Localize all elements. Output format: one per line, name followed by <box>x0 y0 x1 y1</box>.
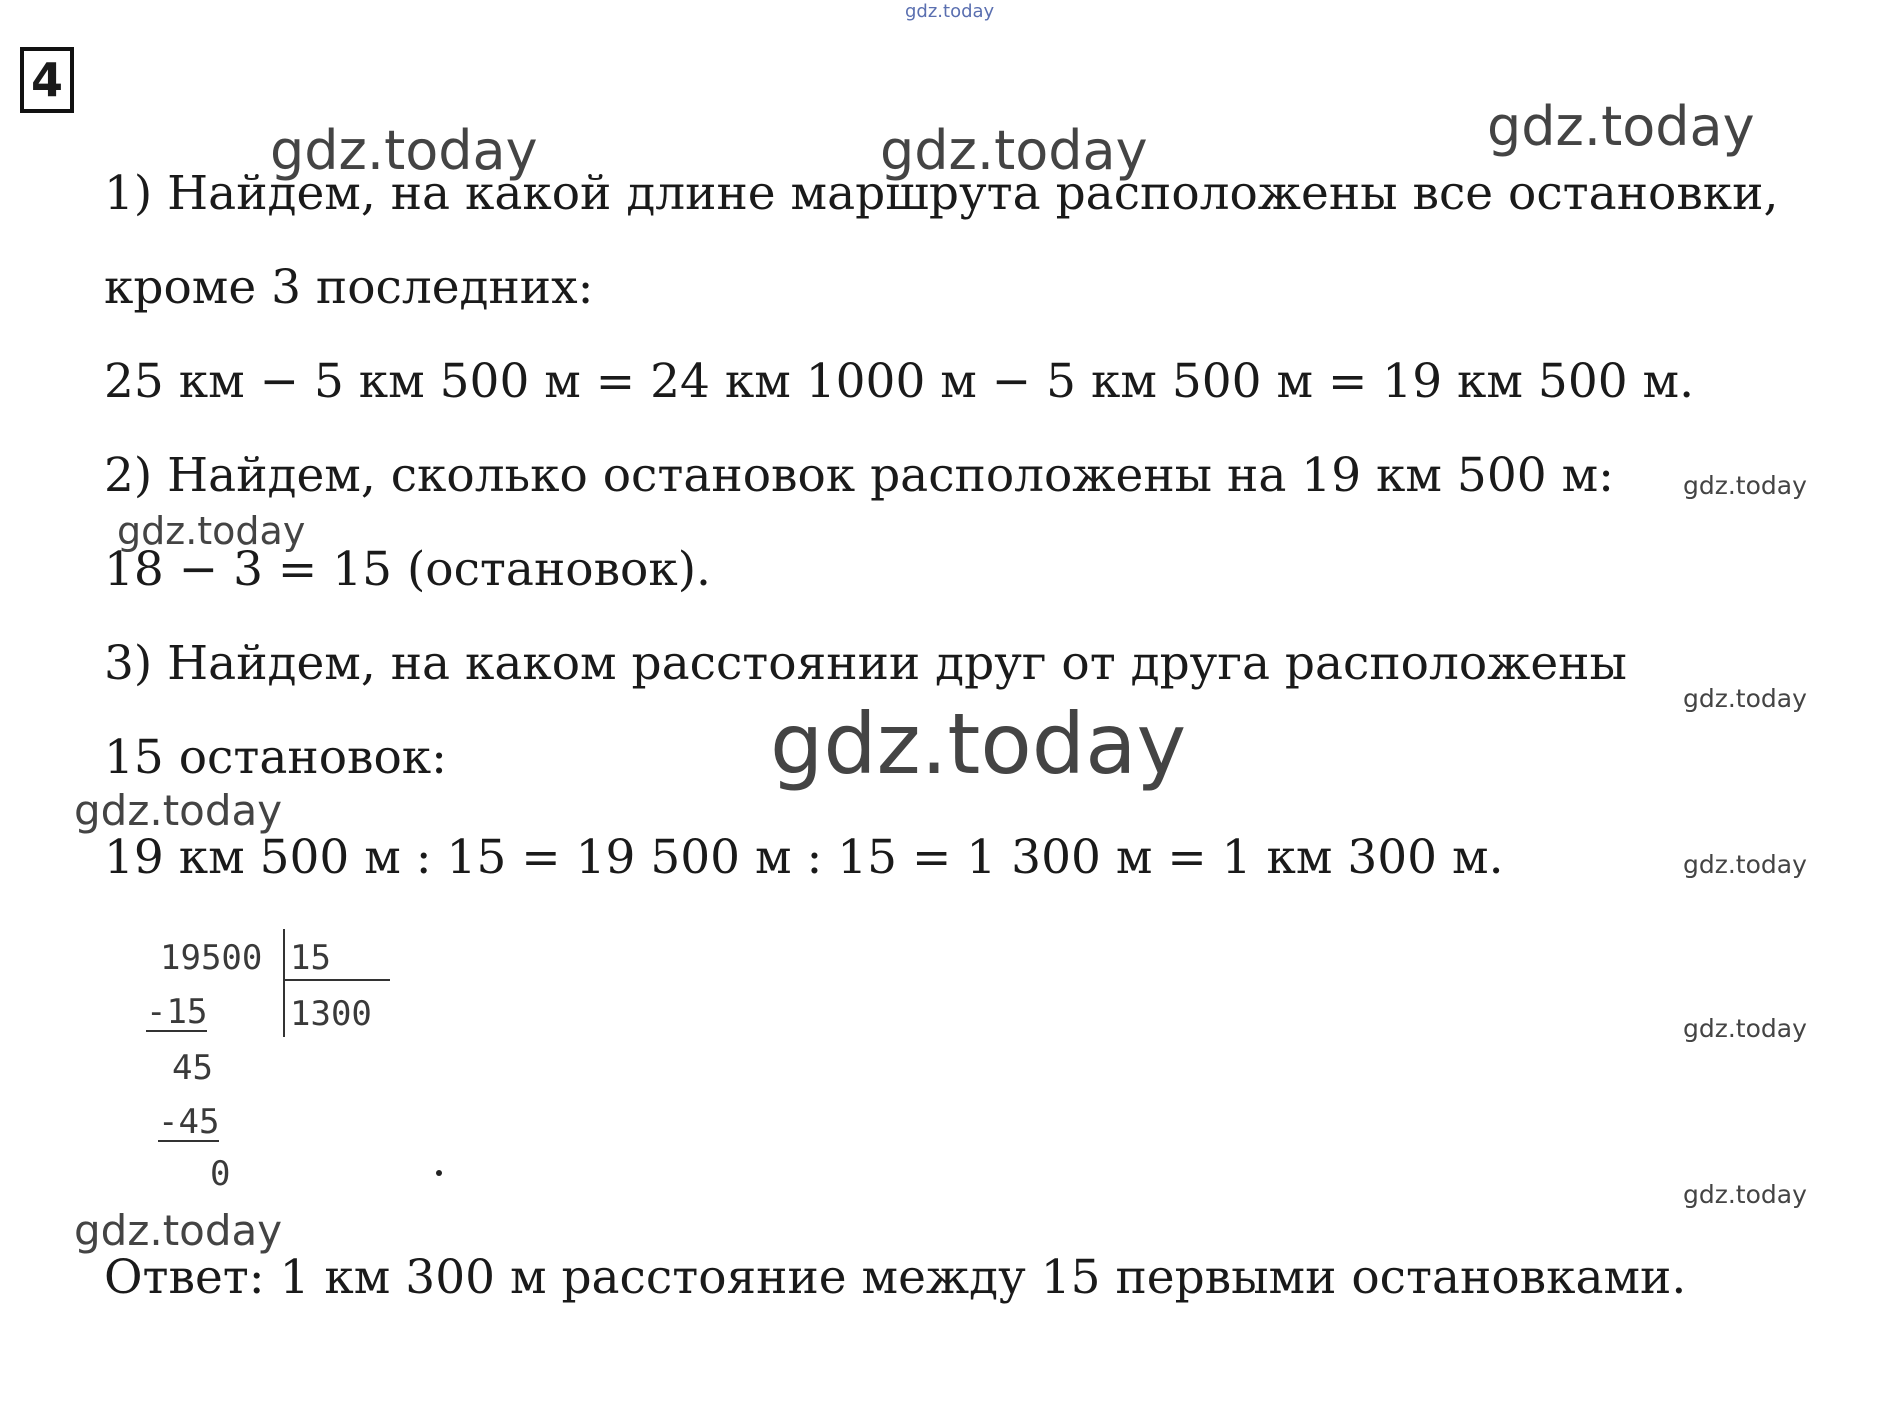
watermark: gdz.today <box>1487 95 1755 158</box>
watermark: gdz.today <box>770 695 1187 793</box>
answer-line: Ответ: 1 км 300 м расстояние между 15 первыми остановками. <box>104 1250 1687 1305</box>
solution-line-6: 3) Найдем, на каком расстоянии друг от друга расположены <box>104 636 1627 691</box>
subtraction-1: -15 <box>146 992 208 1032</box>
watermark: gdz.today <box>880 119 1148 182</box>
solution-line-2: кроме 3 последних: <box>104 260 594 315</box>
final-remainder: 0 <box>210 1154 231 1194</box>
dividend: 19500 <box>160 938 263 978</box>
solution-line-8: 19 км 500 м : 15 = 19 500 м : 15 = 1 300 м = 1 км 300 м. <box>104 830 1504 885</box>
divisor: 15 <box>290 938 331 978</box>
remainder-1: 45 <box>172 1048 213 1088</box>
watermark: gdz.today <box>1683 850 1807 879</box>
long-division <box>140 925 400 1194</box>
solution-line-4: 2) Найдем, сколько остановок расположены на 19 км 500 м: <box>104 448 1614 503</box>
watermark: gdz.today <box>117 509 306 553</box>
watermark: gdz.today <box>74 786 283 835</box>
watermark: gdz.today <box>270 119 538 182</box>
subtraction-2: -45 <box>158 1102 220 1142</box>
division-vertical-rule <box>283 929 285 1037</box>
division-horizontal-rule <box>285 979 390 981</box>
problem-number: 4 <box>20 47 74 113</box>
watermark: gdz.today <box>1683 684 1807 713</box>
watermark: gdz.today <box>1683 1014 1807 1043</box>
watermark: gdz.today <box>1683 1180 1807 1209</box>
watermark: gdz.today <box>1683 471 1807 500</box>
watermark: gdz.today <box>74 1206 283 1255</box>
solution-line-1: 1) Найдем, на какой длине маршрута расположены все остановки, <box>104 166 1779 221</box>
solution-line-7: 15 остановок: <box>104 730 447 785</box>
solution-line-5: 18 − 3 = 15 (остановок). <box>104 542 711 597</box>
stray-dot <box>436 1170 442 1176</box>
quotient: 1300 <box>290 994 372 1034</box>
solution-line-3: 25 км − 5 км 500 м = 24 км 1000 м − 5 км 500 м = 19 км 500 м. <box>104 354 1695 409</box>
watermark-top: gdz.today <box>905 1 995 22</box>
